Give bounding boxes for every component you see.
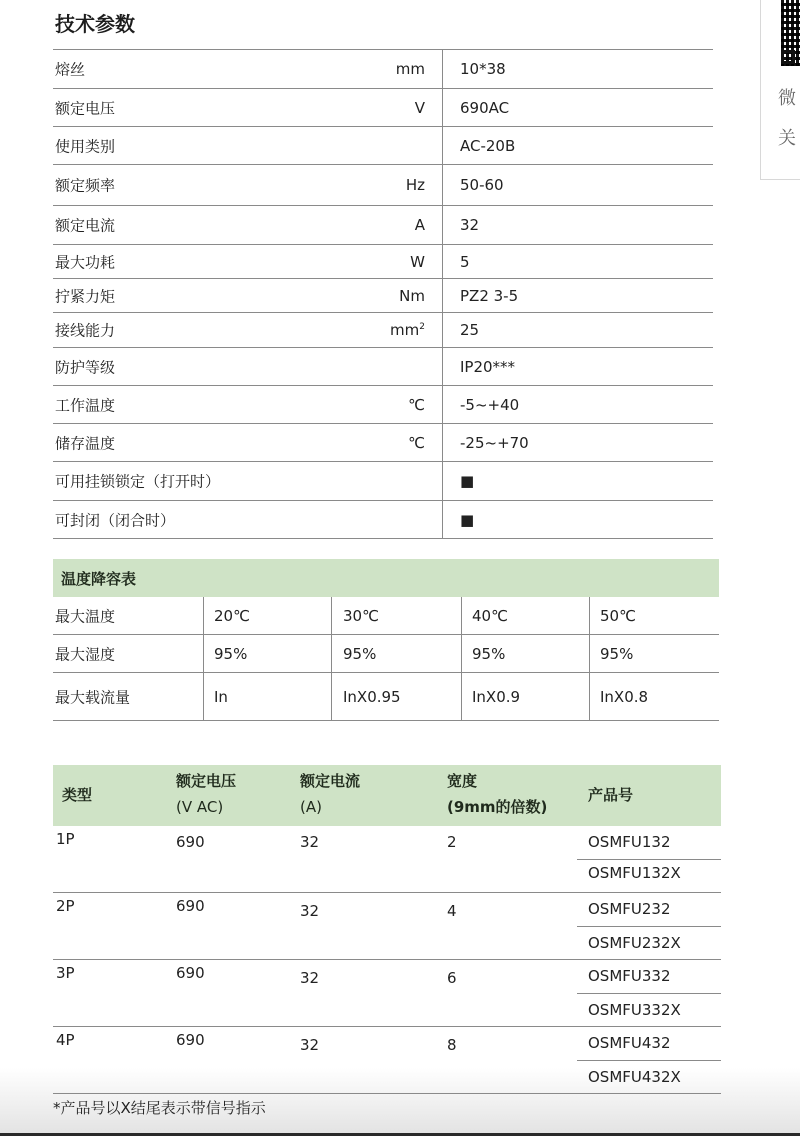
spec-row <box>53 245 713 279</box>
spec-name: 额定电压 <box>55 99 116 117</box>
header-voltage-unit: (V AC) <box>176 798 224 816</box>
spec-row <box>53 462 713 501</box>
derating-cell: InX0.9 <box>472 687 521 706</box>
product-row <box>53 893 721 960</box>
derating-cell: 30℃ <box>343 606 379 625</box>
code-divider <box>577 859 721 860</box>
product-type: 2P <box>56 897 75 915</box>
column-divider <box>331 635 332 672</box>
header-current: 额定电流 <box>300 772 361 790</box>
product-code: OSMFU132 <box>588 833 671 851</box>
product-current: 32 <box>300 902 320 920</box>
spec-name: 可封闭（闭合时） <box>55 511 176 529</box>
column-divider <box>589 635 590 672</box>
header-width-unit: (9mm的倍数) <box>447 798 548 816</box>
spec-name: 熔丝 <box>55 60 86 79</box>
product-code: OSMFU332 <box>588 967 671 985</box>
spec-name: 额定电流 <box>55 216 116 235</box>
spec-name: 可用挂锁锁定（打开时） <box>55 472 221 491</box>
spec-name: 使用类别 <box>55 137 116 155</box>
column-divider <box>461 673 462 720</box>
header-code: 产品号 <box>588 786 634 804</box>
spec-unit: A <box>414 216 425 234</box>
spec-unit: $mm^2$ <box>390 321 425 339</box>
column-divider <box>203 673 204 720</box>
spec-row <box>53 165 713 206</box>
header-type: 类型 <box>62 786 93 804</box>
product-voltage: 690 <box>176 897 205 915</box>
header-width: 宽度 <box>447 772 478 790</box>
spec-name: 额定频率 <box>55 176 116 195</box>
product-table <box>53 765 721 1094</box>
derating-header <box>53 559 719 597</box>
derating-table <box>53 559 719 721</box>
derating-title: 温度降容表 <box>61 570 137 588</box>
derating-cell: 40℃ <box>472 606 508 625</box>
product-code: OSMFU332X <box>588 1001 681 1019</box>
spec-value: -25~+70 <box>460 433 529 452</box>
product-row <box>53 960 721 1027</box>
page-title: 技术参数 <box>55 12 135 36</box>
spec-row <box>53 49 713 89</box>
spec-value: 32 <box>460 216 480 234</box>
footnote: *产品号以X结尾表示带信号指示 <box>53 1099 266 1117</box>
product-code: OSMFU232X <box>588 934 681 952</box>
derating-row <box>53 673 719 721</box>
spec-row <box>53 348 713 386</box>
spec-name: 储存温度 <box>55 434 116 452</box>
spec-row <box>53 206 713 245</box>
spec-name: 防护等级 <box>55 358 116 376</box>
product-voltage: 690 <box>176 833 205 851</box>
side-panel-text: 微 <box>778 88 796 109</box>
side-panel-text: 关 <box>778 128 796 149</box>
spec-unit: ℃ <box>408 433 425 452</box>
spec-value: ■ <box>460 472 475 490</box>
product-row <box>53 826 721 893</box>
spec-unit: V <box>414 98 425 117</box>
derating-cell: 95% <box>472 644 506 663</box>
derating-row <box>53 597 719 635</box>
derating-row <box>53 635 719 673</box>
spec-row <box>53 424 713 462</box>
spec-row <box>53 501 713 539</box>
derating-cell: 最大载流量 <box>55 688 131 706</box>
product-type: 4P <box>56 1031 75 1049</box>
spec-value: 5 <box>460 252 470 271</box>
spec-value: 50-60 <box>460 176 504 194</box>
column-divider <box>331 673 332 720</box>
derating-cell: 50℃ <box>600 606 636 625</box>
product-width: 6 <box>447 969 457 987</box>
code-divider <box>577 993 721 994</box>
header-current-unit: (A) <box>300 798 322 816</box>
product-width: 4 <box>447 902 457 920</box>
product-voltage: 690 <box>176 964 205 982</box>
spec-unit: W <box>410 252 425 271</box>
derating-cell: InX0.95 <box>343 687 401 706</box>
spec-value: IP20*** <box>460 357 516 376</box>
spec-row <box>53 127 713 165</box>
spec-name: 接线能力 <box>55 321 116 340</box>
column-divider <box>203 635 204 672</box>
spec-value: ■ <box>460 510 475 529</box>
spec-value: PZ2 3-5 <box>460 286 519 305</box>
spec-value: 690AC <box>460 98 510 117</box>
column-divider <box>461 635 462 672</box>
spec-name: 工作温度 <box>55 396 116 414</box>
spec-unit: Hz <box>405 176 425 194</box>
spec-value: 25 <box>460 321 480 339</box>
spec-row <box>53 279 713 313</box>
spec-row <box>53 89 713 127</box>
spec-row <box>53 386 713 424</box>
product-current: 32 <box>300 969 320 987</box>
spec-unit: ℃ <box>408 395 425 414</box>
product-type: 3P <box>56 964 75 982</box>
column-divider <box>461 597 462 634</box>
column-divider <box>589 673 590 720</box>
product-type: 1P <box>56 830 75 848</box>
product-current: 32 <box>300 1036 320 1054</box>
derating-cell: In <box>214 687 228 706</box>
spec-name: 拧紧力矩 <box>55 287 116 305</box>
product-code: OSMFU132X <box>588 864 681 882</box>
qr-corner-icon <box>781 50 795 64</box>
derating-cell: 95% <box>600 644 634 663</box>
derating-cell: 最大湿度 <box>55 645 116 663</box>
product-width: 8 <box>447 1036 457 1054</box>
derating-cell: 最大温度 <box>55 607 116 625</box>
product-width: 2 <box>447 833 457 851</box>
product-current: 32 <box>300 833 320 851</box>
spec-value: AC-20B <box>460 136 516 155</box>
code-divider <box>577 926 721 927</box>
spec-unit: mm <box>395 60 425 78</box>
product-row <box>53 1027 721 1094</box>
product-header <box>53 765 721 826</box>
spec-unit: Nm <box>399 286 425 305</box>
column-divider <box>331 597 332 634</box>
derating-cell: InX0.8 <box>600 687 649 706</box>
spec-name: 最大功耗 <box>55 253 116 271</box>
product-code: OSMFU232 <box>588 900 671 918</box>
column-divider <box>203 597 204 634</box>
derating-cell: 95% <box>343 644 377 663</box>
spec-value: 10*38 <box>460 60 506 78</box>
product-code: OSMFU432X <box>588 1068 681 1086</box>
derating-cell: 20℃ <box>214 606 250 625</box>
derating-cell: 95% <box>214 644 248 663</box>
column-divider <box>589 597 590 634</box>
spec-row <box>53 313 713 348</box>
header-voltage: 额定电压 <box>176 772 237 790</box>
product-voltage: 690 <box>176 1031 205 1049</box>
spec-value: -5~+40 <box>460 395 520 414</box>
code-divider <box>577 1060 721 1061</box>
product-code: OSMFU432 <box>588 1034 671 1052</box>
spec-table <box>53 49 713 539</box>
